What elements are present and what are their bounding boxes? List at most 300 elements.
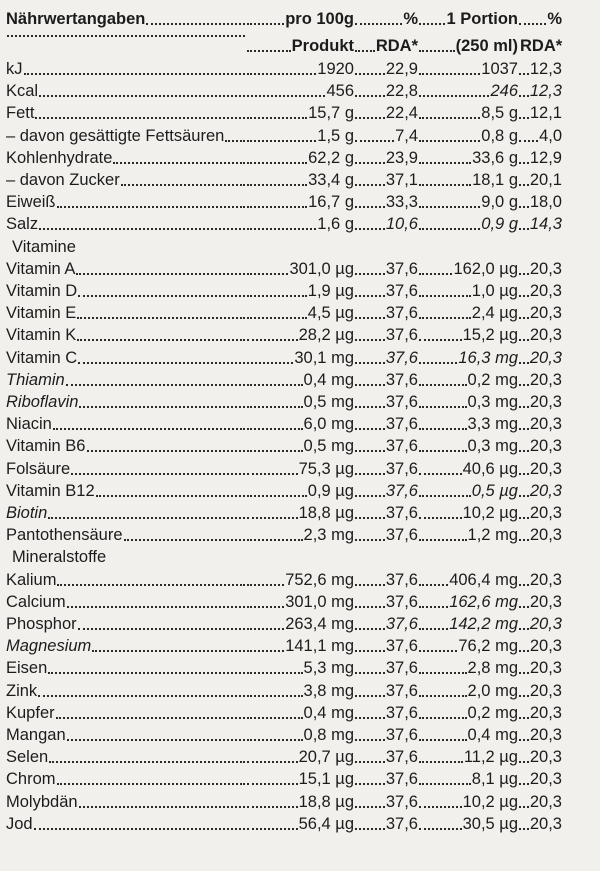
per-portion-value-cell bbox=[418, 768, 518, 790]
table-row bbox=[0, 746, 600, 768]
per-portion-value-cell bbox=[418, 302, 518, 324]
rda-per-100g: 7,4 bbox=[395, 126, 418, 145]
per-100g-value: 2,3 mg bbox=[303, 526, 354, 545]
rda-per-100g: 37,6 bbox=[385, 726, 418, 744]
per-portion-value: 0,2 mg bbox=[467, 370, 518, 389]
per-100g-value-cell bbox=[246, 768, 354, 790]
per-portion-value-cell bbox=[418, 746, 518, 768]
nutrient-name-cell bbox=[6, 813, 246, 835]
rda-per-100g: 37,6 bbox=[385, 326, 418, 345]
per-100g-value: 30,1 mg bbox=[294, 348, 354, 367]
rda-per-portion: 20,3 bbox=[529, 415, 562, 434]
per-portion-value: 2,8 mg bbox=[467, 659, 518, 678]
per-100g-value-cell bbox=[246, 369, 354, 391]
rda-per-portion-cell bbox=[518, 324, 562, 346]
nutrient-name: Niacin bbox=[6, 415, 52, 434]
per-portion-value: 40,6 µg bbox=[462, 459, 518, 478]
rda-per-portion: 12,3 bbox=[529, 60, 562, 78]
per-portion-value: 0,8 g bbox=[481, 126, 518, 145]
table-row bbox=[0, 191, 600, 213]
per-100g-value-cell bbox=[246, 480, 354, 502]
nutrient-name-cell bbox=[6, 302, 246, 324]
nutrient-name-cell bbox=[6, 791, 246, 813]
per-portion-value: 1037 bbox=[481, 60, 518, 78]
per-100g-value: 0,8 mg bbox=[303, 726, 354, 744]
per-portion-value-cell bbox=[418, 569, 518, 591]
rda-per-100g: 33,3 bbox=[385, 193, 418, 212]
nutrient-name: kJ bbox=[6, 60, 23, 78]
table-row bbox=[0, 80, 600, 102]
rda-per-portion-cell bbox=[518, 435, 562, 457]
per-portion-value-cell bbox=[418, 102, 518, 124]
per-portion-value-cell bbox=[418, 147, 518, 169]
rda-per-100g-cell bbox=[354, 391, 418, 413]
header-cell bbox=[246, 8, 354, 30]
nutrient-name-cell bbox=[6, 657, 246, 679]
rda-per-portion-cell bbox=[518, 680, 562, 702]
nutrient-name: Selen bbox=[6, 748, 49, 767]
nutrient-name-cell bbox=[6, 169, 246, 191]
per-portion-value: 0,3 mg bbox=[467, 393, 518, 411]
table-row bbox=[0, 613, 600, 635]
rda-per-portion: 20,3 bbox=[529, 504, 562, 522]
per-100g-value-cell bbox=[246, 502, 354, 524]
rda-per-portion-cell bbox=[518, 369, 562, 391]
per-portion-value-cell bbox=[418, 791, 518, 813]
section-title: Mineralstoffe bbox=[12, 548, 107, 567]
header-cell bbox=[418, 35, 518, 57]
per-100g-value: 752,6 mg bbox=[285, 570, 354, 589]
rda-per-100g: 37,6 bbox=[385, 659, 418, 678]
per-portion-value: 142,2 mg bbox=[449, 615, 518, 633]
header-label: RDA* bbox=[375, 37, 418, 55]
per-100g-value-cell bbox=[246, 213, 354, 235]
rda-per-100g: 37,6 bbox=[385, 592, 418, 611]
per-portion-value-cell bbox=[418, 524, 518, 546]
per-portion-value-cell bbox=[418, 680, 518, 702]
per-100g-value-cell bbox=[246, 413, 354, 435]
per-portion-value: 0,5 µg bbox=[471, 481, 518, 500]
rda-per-portion-cell bbox=[518, 502, 562, 524]
table-row bbox=[0, 813, 600, 835]
per-100g-value: 15,7 g bbox=[308, 104, 354, 123]
per-portion-value: 11,2 µg bbox=[463, 748, 518, 767]
section-title-row bbox=[0, 236, 600, 258]
table-row bbox=[0, 635, 600, 657]
rda-per-portion-cell bbox=[518, 413, 562, 435]
per-100g-value-cell bbox=[246, 813, 354, 835]
header-cell bbox=[6, 35, 246, 42]
rda-per-portion-cell bbox=[518, 458, 562, 480]
header-cell bbox=[354, 35, 418, 57]
table-row bbox=[0, 657, 600, 679]
per-100g-value: 1,5 g bbox=[317, 126, 354, 145]
per-portion-value-cell bbox=[418, 58, 518, 80]
rda-per-100g-cell bbox=[354, 746, 418, 768]
rda-per-portion-cell bbox=[518, 746, 562, 768]
per-100g-value: 5,3 mg bbox=[303, 659, 354, 678]
per-portion-value: 162,6 mg bbox=[449, 592, 518, 611]
rda-per-100g: 37,6 bbox=[385, 570, 418, 589]
nutrient-name-cell bbox=[6, 569, 246, 591]
rda-per-100g-cell bbox=[354, 680, 418, 702]
per-100g-value: 456 bbox=[326, 82, 354, 101]
per-portion-value-cell bbox=[418, 80, 518, 102]
rda-per-100g: 37,6 bbox=[385, 703, 418, 722]
rda-per-100g-cell bbox=[354, 324, 418, 346]
nutrient-name-cell bbox=[6, 768, 246, 790]
nutrient-name: Vitamin E bbox=[6, 304, 77, 323]
rda-per-100g: 37,6 bbox=[385, 459, 418, 478]
table-row bbox=[0, 458, 600, 480]
per-portion-value: 15,2 µg bbox=[462, 326, 518, 345]
per-portion-value: 0,3 mg bbox=[467, 437, 518, 456]
table-row bbox=[0, 569, 600, 591]
section-title-cell bbox=[6, 236, 246, 258]
table-row bbox=[0, 391, 600, 413]
rda-per-portion-cell bbox=[518, 102, 562, 124]
table-row bbox=[0, 347, 600, 369]
rda-per-portion-cell bbox=[518, 702, 562, 724]
per-portion-value: 76,2 mg bbox=[458, 637, 518, 656]
per-portion-value-cell bbox=[418, 502, 518, 524]
per-portion-value: 0,4 mg bbox=[467, 726, 518, 744]
rda-per-portion: 20,3 bbox=[529, 437, 562, 456]
rda-per-portion-cell bbox=[518, 169, 562, 191]
per-portion-value-cell bbox=[418, 191, 518, 213]
per-portion-value: 1,0 µg bbox=[471, 282, 518, 300]
per-portion-value: 10,2 µg bbox=[462, 504, 518, 522]
per-portion-value: 10,2 µg bbox=[462, 792, 518, 811]
nutrient-name-cell bbox=[6, 524, 246, 546]
header-cell bbox=[518, 8, 562, 30]
nutrient-name-cell bbox=[6, 413, 246, 435]
rda-per-portion: 12,3 bbox=[529, 82, 562, 101]
table-row bbox=[0, 435, 600, 457]
rda-per-100g-cell bbox=[354, 768, 418, 790]
per-100g-value: 15,1 µg bbox=[298, 770, 354, 789]
nutrient-name-cell bbox=[6, 213, 246, 235]
table-row bbox=[0, 591, 600, 613]
rda-per-100g: 37,6 bbox=[385, 348, 418, 367]
per-100g-value-cell bbox=[246, 280, 354, 302]
per-100g-value-cell bbox=[246, 524, 354, 546]
per-portion-value: 30,5 µg bbox=[462, 814, 518, 833]
section-title: Vitamine bbox=[12, 237, 76, 256]
per-100g-value: 4,5 µg bbox=[307, 304, 354, 323]
rda-per-portion: 20,3 bbox=[529, 393, 562, 411]
nutrient-name: Vitamin C bbox=[6, 348, 78, 367]
rda-per-portion-cell bbox=[518, 724, 562, 746]
rda-per-100g: 37,6 bbox=[385, 615, 418, 633]
table-row bbox=[0, 791, 600, 813]
rda-per-100g: 37,6 bbox=[385, 370, 418, 389]
rda-per-100g-cell bbox=[354, 813, 418, 835]
per-100g-value: 18,8 µg bbox=[298, 504, 354, 522]
table-row bbox=[0, 702, 600, 724]
nutrient-name: Pantothensäure bbox=[6, 526, 123, 545]
per-portion-value: 246 bbox=[490, 82, 518, 101]
per-100g-value-cell bbox=[246, 569, 354, 591]
rda-per-portion: 20,3 bbox=[529, 259, 562, 278]
rda-per-100g-cell bbox=[354, 502, 418, 524]
rda-per-portion-cell bbox=[518, 391, 562, 413]
table-row bbox=[0, 324, 600, 346]
per-portion-value-cell bbox=[418, 635, 518, 657]
nutrient-name: Chrom bbox=[6, 770, 56, 789]
per-100g-value: 75,3 µg bbox=[298, 459, 354, 478]
header-cell bbox=[246, 35, 354, 57]
rda-per-portion: 20,3 bbox=[529, 814, 562, 833]
rda-per-100g-cell bbox=[354, 302, 418, 324]
rda-per-portion-cell bbox=[518, 613, 562, 635]
rda-per-portion-cell bbox=[518, 191, 562, 213]
nutrient-name-cell bbox=[6, 58, 246, 80]
rda-per-100g: 37,6 bbox=[385, 792, 418, 811]
rda-per-portion: 12,9 bbox=[529, 148, 562, 167]
rda-per-100g: 22,4 bbox=[385, 104, 418, 123]
per-100g-value-cell bbox=[246, 635, 354, 657]
per-100g-value-cell bbox=[246, 724, 354, 746]
section-title-cell bbox=[6, 546, 246, 568]
nutrient-name-cell bbox=[6, 635, 246, 657]
per-100g-value-cell bbox=[246, 324, 354, 346]
nutrient-name-cell bbox=[6, 191, 246, 213]
rda-per-100g: 10,6 bbox=[385, 215, 418, 234]
rda-per-100g: 37,6 bbox=[385, 304, 418, 323]
per-portion-value-cell bbox=[418, 480, 518, 502]
rda-per-100g-cell bbox=[354, 258, 418, 280]
per-portion-value-cell bbox=[418, 347, 518, 369]
nutrient-name: Vitamin B6 bbox=[6, 437, 86, 456]
rda-per-100g-cell bbox=[354, 58, 418, 80]
table-row bbox=[0, 680, 600, 702]
header-label: % bbox=[547, 10, 562, 28]
nutrient-name-cell bbox=[6, 680, 246, 702]
rda-per-portion-cell bbox=[518, 125, 562, 147]
rda-per-100g-cell bbox=[354, 724, 418, 746]
per-100g-value: 0,5 mg bbox=[303, 393, 354, 411]
header-cell bbox=[418, 8, 518, 30]
nutrient-name: Kohlenhydrate bbox=[6, 148, 113, 167]
rda-per-portion-cell bbox=[518, 591, 562, 613]
per-100g-value-cell bbox=[246, 58, 354, 80]
per-100g-value-cell bbox=[246, 680, 354, 702]
per-100g-value: 1,6 g bbox=[317, 215, 354, 234]
per-portion-value-cell bbox=[418, 413, 518, 435]
per-portion-value-cell bbox=[418, 458, 518, 480]
per-portion-value: 18,1 g bbox=[472, 171, 518, 189]
nutrient-name-cell bbox=[6, 147, 246, 169]
rda-per-portion-cell bbox=[518, 80, 562, 102]
nutrient-name-cell bbox=[6, 258, 246, 280]
per-portion-value-cell bbox=[418, 591, 518, 613]
nutrient-name: Folsäure bbox=[6, 459, 71, 478]
rda-per-portion-cell bbox=[518, 480, 562, 502]
per-100g-value-cell bbox=[246, 347, 354, 369]
per-100g-value: 18,8 µg bbox=[298, 792, 354, 811]
rda-per-portion: 20,3 bbox=[529, 792, 562, 811]
rda-per-100g: 37,6 bbox=[385, 526, 418, 545]
rda-per-100g-cell bbox=[354, 613, 418, 635]
per-portion-value: 2,4 µg bbox=[471, 304, 518, 323]
rda-per-portion: 20,3 bbox=[529, 681, 562, 700]
nutrient-name: Calcium bbox=[6, 592, 66, 611]
rda-per-100g-cell bbox=[354, 169, 418, 191]
rda-per-100g-cell bbox=[354, 458, 418, 480]
per-100g-value-cell bbox=[246, 191, 354, 213]
rda-per-portion: 20,3 bbox=[529, 348, 562, 367]
nutrient-name-cell bbox=[6, 102, 246, 124]
rda-per-portion: 20,1 bbox=[529, 171, 562, 189]
table-row bbox=[0, 302, 600, 324]
rda-per-portion: 20,3 bbox=[529, 726, 562, 744]
rda-per-100g: 37,6 bbox=[385, 770, 418, 789]
per-100g-value: 141,1 mg bbox=[285, 637, 354, 656]
header-label: RDA* bbox=[520, 37, 562, 55]
rda-per-portion-cell bbox=[518, 147, 562, 169]
per-100g-value: 301,0 mg bbox=[285, 592, 354, 611]
nutrient-name: – davon gesättigte Fettsäuren bbox=[6, 126, 225, 145]
nutrient-name-cell bbox=[6, 125, 246, 147]
rda-per-100g: 23,9 bbox=[385, 148, 418, 167]
nutrient-name-cell bbox=[6, 347, 246, 369]
nutrient-name-cell bbox=[6, 591, 246, 613]
nutrient-name-cell bbox=[6, 435, 246, 457]
nutrient-name-cell bbox=[6, 746, 246, 768]
per-portion-value-cell bbox=[418, 280, 518, 302]
rda-per-portion: 20,3 bbox=[529, 637, 562, 656]
table-row bbox=[0, 58, 600, 80]
per-100g-value-cell bbox=[246, 147, 354, 169]
rda-per-portion-cell bbox=[518, 791, 562, 813]
per-portion-value-cell bbox=[418, 435, 518, 457]
rda-per-portion: 20,3 bbox=[529, 459, 562, 478]
per-portion-value: 162,0 µg bbox=[453, 259, 518, 278]
per-portion-value: 3,3 mg bbox=[467, 415, 518, 434]
per-100g-value-cell bbox=[246, 791, 354, 813]
rda-per-100g: 37,6 bbox=[385, 681, 418, 700]
nutrient-name-cell bbox=[6, 724, 246, 746]
rda-per-portion-cell bbox=[518, 302, 562, 324]
per-100g-value: 20,7 µg bbox=[298, 748, 354, 767]
per-100g-value: 1,9 µg bbox=[307, 282, 354, 300]
nutrient-name-cell bbox=[6, 80, 246, 102]
rda-per-portion-cell bbox=[518, 657, 562, 679]
rda-per-100g: 37,6 bbox=[385, 481, 418, 500]
per-100g-value-cell bbox=[246, 258, 354, 280]
rda-per-100g: 37,6 bbox=[385, 259, 418, 278]
nutrient-name: Kupfer bbox=[6, 703, 55, 722]
header-cell bbox=[518, 35, 562, 57]
rda-per-portion: 20,3 bbox=[529, 703, 562, 722]
per-100g-value-cell bbox=[246, 613, 354, 635]
nutrient-name: Molybdän bbox=[6, 792, 78, 811]
per-100g-value-cell bbox=[246, 435, 354, 457]
table-row bbox=[0, 280, 600, 302]
per-100g-value: 0,9 µg bbox=[307, 481, 354, 500]
header-label: Nährwertangaben bbox=[6, 10, 146, 28]
rda-per-portion: 20,3 bbox=[529, 370, 562, 389]
rda-per-100g-cell bbox=[354, 635, 418, 657]
rda-per-100g: 37,1 bbox=[385, 171, 418, 189]
per-100g-value: 0,4 mg bbox=[303, 370, 354, 389]
rda-per-portion-cell bbox=[518, 524, 562, 546]
rda-per-100g-cell bbox=[354, 191, 418, 213]
per-100g-value: 1920 bbox=[317, 60, 354, 78]
rda-per-portion: 14,3 bbox=[529, 215, 562, 234]
rda-per-100g: 37,6 bbox=[385, 748, 418, 767]
per-portion-value: 2,0 mg bbox=[467, 681, 518, 700]
per-portion-value-cell bbox=[418, 125, 518, 147]
rda-per-100g: 37,6 bbox=[385, 282, 418, 300]
rda-per-portion-cell bbox=[518, 213, 562, 235]
per-100g-value-cell bbox=[246, 125, 354, 147]
per-100g-value-cell bbox=[246, 702, 354, 724]
rda-per-100g-cell bbox=[354, 102, 418, 124]
rda-per-portion-cell bbox=[518, 58, 562, 80]
table-row bbox=[0, 169, 600, 191]
rda-per-100g-cell bbox=[354, 702, 418, 724]
per-portion-value: 16,3 mg bbox=[458, 348, 518, 367]
rda-per-portion: 4,0 bbox=[539, 126, 562, 145]
rda-per-100g-cell bbox=[354, 524, 418, 546]
table-row bbox=[0, 768, 600, 790]
rda-per-portion: 20,3 bbox=[529, 304, 562, 323]
rda-per-100g-cell bbox=[354, 147, 418, 169]
per-100g-value-cell bbox=[246, 102, 354, 124]
per-100g-value-cell bbox=[246, 591, 354, 613]
rda-per-portion: 20,3 bbox=[529, 615, 562, 633]
table-row bbox=[0, 413, 600, 435]
rda-per-100g-cell bbox=[354, 569, 418, 591]
nutrient-name-cell bbox=[6, 480, 246, 502]
rda-per-100g: 22,8 bbox=[385, 82, 418, 101]
nutrient-name-cell bbox=[6, 369, 246, 391]
rda-per-100g-cell bbox=[354, 413, 418, 435]
per-portion-value: 406,4 mg bbox=[449, 570, 518, 589]
per-100g-value: 0,5 mg bbox=[303, 437, 354, 456]
per-portion-value: 8,5 g bbox=[481, 104, 518, 123]
rda-per-100g: 37,6 bbox=[385, 393, 418, 411]
per-100g-value: 301,0 µg bbox=[289, 259, 354, 278]
per-100g-value-cell bbox=[246, 746, 354, 768]
rda-per-portion-cell bbox=[518, 280, 562, 302]
per-portion-value-cell bbox=[418, 702, 518, 724]
nutrient-name: Biotin bbox=[6, 504, 48, 522]
table-row bbox=[0, 502, 600, 524]
rda-per-portion-cell bbox=[518, 635, 562, 657]
rda-per-100g: 22,9 bbox=[385, 60, 418, 78]
nutrient-name-cell bbox=[6, 702, 246, 724]
table-row bbox=[0, 147, 600, 169]
nutrient-name: Vitamin A bbox=[6, 259, 76, 278]
per-portion-value-cell bbox=[418, 724, 518, 746]
per-portion-value: 0,9 g bbox=[481, 215, 518, 234]
per-portion-value-cell bbox=[418, 213, 518, 235]
rda-per-100g: 37,6 bbox=[385, 415, 418, 434]
per-100g-value: 33,4 g bbox=[308, 171, 354, 189]
nutrient-name-cell bbox=[6, 613, 246, 635]
rda-per-100g-cell bbox=[354, 125, 418, 147]
rda-per-100g-cell bbox=[354, 657, 418, 679]
rda-per-portion: 20,3 bbox=[529, 526, 562, 545]
nutrient-name: Salz bbox=[6, 215, 39, 234]
table-row bbox=[0, 102, 600, 124]
per-portion-value: 33,6 g bbox=[472, 148, 518, 167]
nutrient-name: Vitamin D bbox=[6, 282, 78, 300]
per-100g-value: 28,2 µg bbox=[298, 326, 354, 345]
